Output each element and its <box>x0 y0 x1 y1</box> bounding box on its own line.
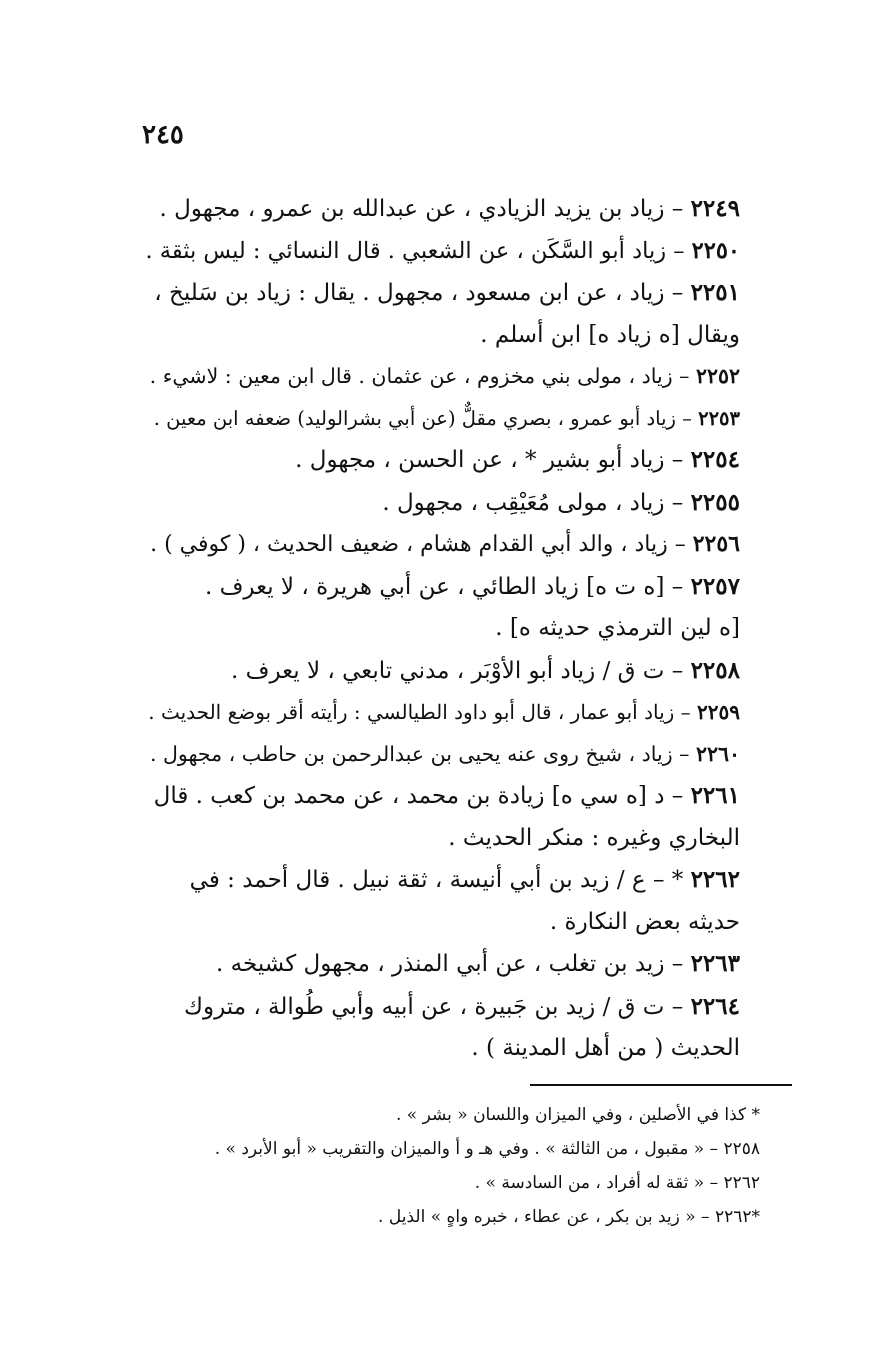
entry-2258 <box>140 650 740 693</box>
entry-2249 <box>140 188 740 231</box>
entry-text: – [ه ت ه] زياد الطائي ، عن أبي هريرة ، لا يعرف . <box>204 573 684 600</box>
entry-number: ٢٢٤٩ <box>690 195 740 222</box>
entry-text: – زياد بن يزيد الزيادي ، عن عبدالله بن عمرو ، مجهول . <box>159 196 684 222</box>
entry-number: ٢٢٥٦ <box>692 531 740 557</box>
footnote: * كذا في الأصلين ، وفي الميزان واللسان « بشر » . <box>395 1105 760 1125</box>
entry-continuation: حديثه بعض النكارة . <box>549 908 740 935</box>
entry-2250 <box>140 231 740 273</box>
entry-continuation: الحديث ( من أهل المدينة ) . <box>471 1035 740 1061</box>
entry-number: ٢٢٥٨ <box>690 656 740 684</box>
entry-number: ٢٢٥٢ <box>695 364 740 388</box>
entry-2261 <box>140 775 740 859</box>
entry-text: – ت ق / زيد بن جَبيرة ، عن أبيه وأبي طُوالة ، متروك <box>184 993 684 1020</box>
footnote: ٢٢٥٨ – « مقبول ، من الثالثة » . وفي هـ و أ والميزان والتقريب « أبو الأبرد » . <box>214 1139 760 1159</box>
entry-2253 <box>140 398 740 440</box>
entry-text: – زياد ، مولى مُعَيْقِب ، مجهول . <box>382 489 684 516</box>
entry-2251 <box>140 272 740 356</box>
entry-list <box>140 188 740 1070</box>
entry-text: – د [ه سي ه] زيادة بن محمد ، عن محمد بن كعب . قال <box>153 783 684 809</box>
entry-2260 <box>140 734 740 776</box>
entry-text: – زياد ، والد أبي القدام هشام ، ضعيف الحديث ، ( كوفي ) . <box>150 532 686 557</box>
entry-text: – زياد أبو السَّكَن ، عن الشعبي . قال النسائي : ليس بثقة . <box>145 237 685 264</box>
entry-number: ٢٢٦١ <box>690 782 740 809</box>
entry-number: ٢٢٥٠ <box>691 237 740 264</box>
entry-number: ٢٢٥٧ <box>690 572 740 600</box>
entry-2252 <box>140 356 740 398</box>
entry-number: ٢٢٥٤ <box>690 446 740 473</box>
page-number: ٢٤٥ <box>142 120 184 150</box>
entry-text: – زياد ، عن ابن مسعود ، مجهول . يقال : زياد بن سَليخ ، <box>154 280 684 306</box>
entry-number: ٢٢٦٤ <box>690 992 740 1020</box>
footnotes <box>140 1098 760 1234</box>
entry-text: – زيد بن تغلب ، عن أبي المنذر ، مجهول كشيخه . <box>216 951 684 977</box>
footnote: ٢٢٦٢ – « ثقة له أفراد ، من السادسة » . <box>474 1173 760 1193</box>
entry-number: ٢٢٥٥ <box>690 488 740 516</box>
entry-text: – زياد أبو بشير * ، عن الحسن ، مجهول . <box>295 447 684 473</box>
entry-2257 <box>140 566 740 650</box>
entry-number: ٢٢٥٣ <box>698 406 740 430</box>
entry-text: – زياد ، مولى بني مخزوم ، عن عثمان . قال ابن معين : لاشيء . <box>149 364 690 388</box>
entry-2264 <box>140 986 740 1070</box>
entry-continuation: البخاري وغيره : منكر الحديث . <box>448 824 740 851</box>
entry-2255 <box>140 482 740 525</box>
entry-number: ٢٢٦٠ <box>695 741 740 766</box>
entry-number: ٢٢٥٩ <box>697 700 740 724</box>
entry-text: – زياد أبو عمرو ، بصري مقلٌّ (عن أبي بشرالوليد) ضعفه ابن معين . <box>153 406 692 430</box>
entry-2263 <box>140 943 740 986</box>
entry-text: * – ع / زيد بن أبي أنيسة ، ثقة نبيل . قال أحمد : في <box>189 867 684 893</box>
entry-text: – ت ق / زياد أبو الأوْبَر ، مدني تابعي ، لا يعرف . <box>230 657 684 684</box>
entry-2262 <box>140 859 740 943</box>
footnote-divider <box>530 1084 792 1086</box>
entry-number: ٢٢٥١ <box>690 279 740 306</box>
entry-2256 <box>140 524 740 566</box>
entry-text: – زياد ، شيخ روى عنه يحيى بن عبدالرحمن بن حاطب ، مجهول . <box>149 741 690 766</box>
entry-2259 <box>140 692 740 734</box>
entry-number: ٢٢٦٢ <box>690 866 740 893</box>
entry-text: – زياد أبو عمار ، قال أبو داود الطيالسي : رأيته أقر بوضع الحديث . <box>148 700 691 724</box>
entry-number: ٢٢٦٣ <box>690 950 740 977</box>
entry-2254 <box>140 439 740 482</box>
entry-continuation: [ه لين الترمذي حديثه ه] . <box>495 615 740 641</box>
entry-continuation: ويقال [ه زياد ه] ابن أسلم . <box>480 321 740 348</box>
footnote: *٢٢٦٢ – « زيد بن بكر ، عن عطاء ، خبره واهٍ » الذيل . <box>378 1207 760 1227</box>
